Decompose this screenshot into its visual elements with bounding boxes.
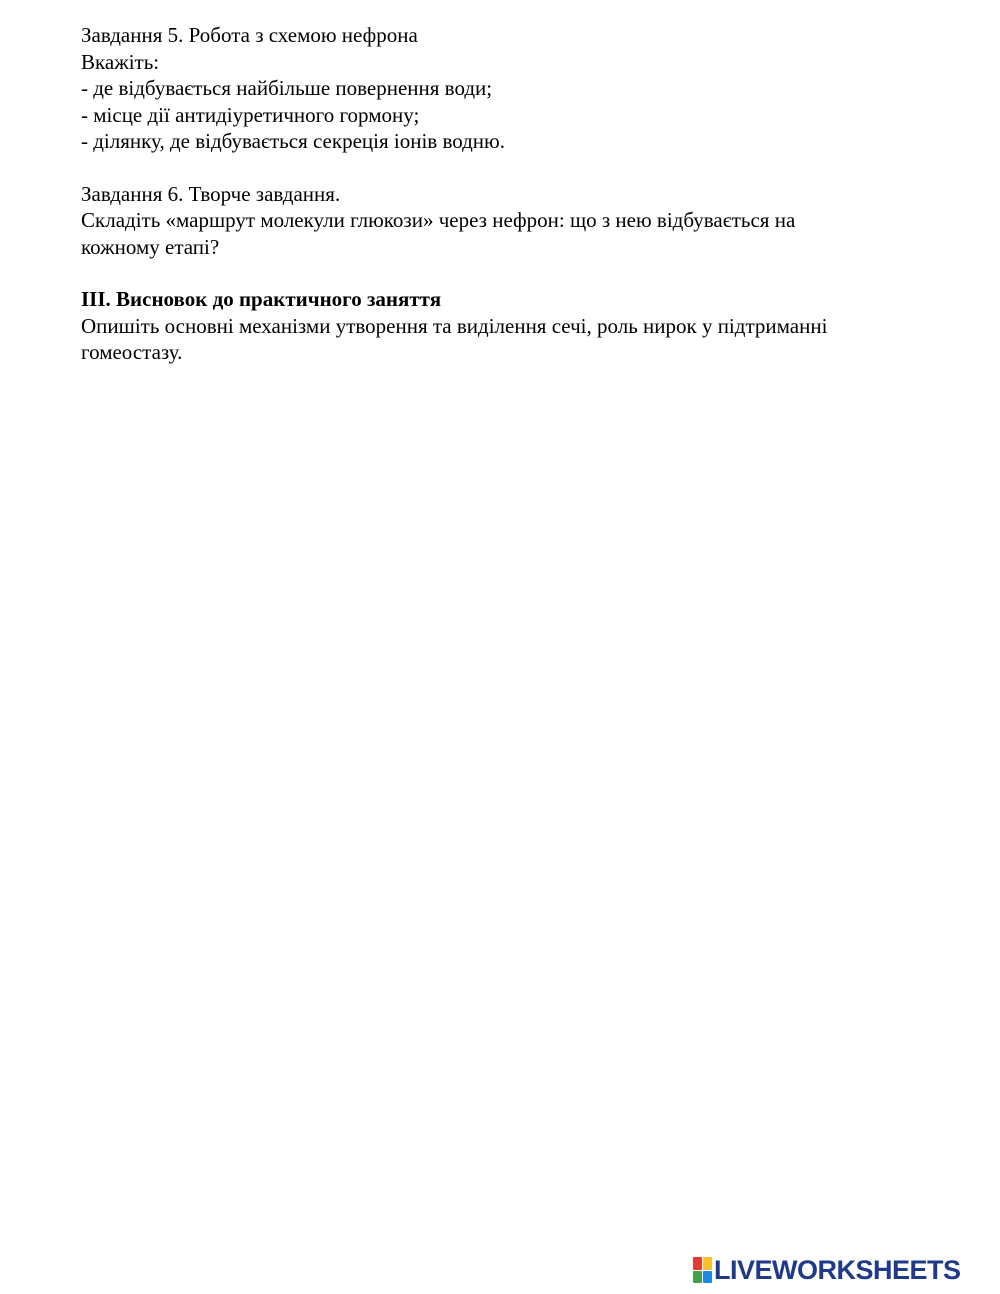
spacer [81, 260, 941, 286]
conclusion-heading: ІІІ. Висновок до практичного заняття [81, 287, 442, 311]
document-page [81, 22, 941, 366]
liveworksheets-mark-icon [693, 1257, 712, 1283]
task5-prompt: Вкажіть: [81, 49, 160, 74]
liveworksheets-logo [693, 1256, 961, 1284]
task5-title: Завдання 5. Робота з схемою нефрона [81, 23, 418, 47]
task5-item-2: - місце дії антидіуретичного гормону; [81, 102, 420, 127]
logo-text: LIVEWORKSHEETS [714, 1255, 961, 1285]
spacer [81, 155, 941, 181]
task5-item-3: - ділянку, де відбувається секреція іонів водню. [81, 129, 505, 153]
task6-title: Завдання 6. Творче завдання. [81, 181, 341, 206]
conclusion-text-line-2: гомеостазу. [81, 340, 183, 364]
task6-text-line-2: кожному етапі? [81, 234, 220, 259]
task5-item-1: - де відбувається найбільше повернення води; [81, 76, 493, 100]
task6-text-line-1: Складіть «маршрут молекули глюкози» через нефрон: що з нею відбувається на [81, 208, 796, 232]
conclusion-text-line-1: Опишіть основні механізми утворення та виділення сечі, роль нирок у підтриманні [81, 313, 828, 338]
